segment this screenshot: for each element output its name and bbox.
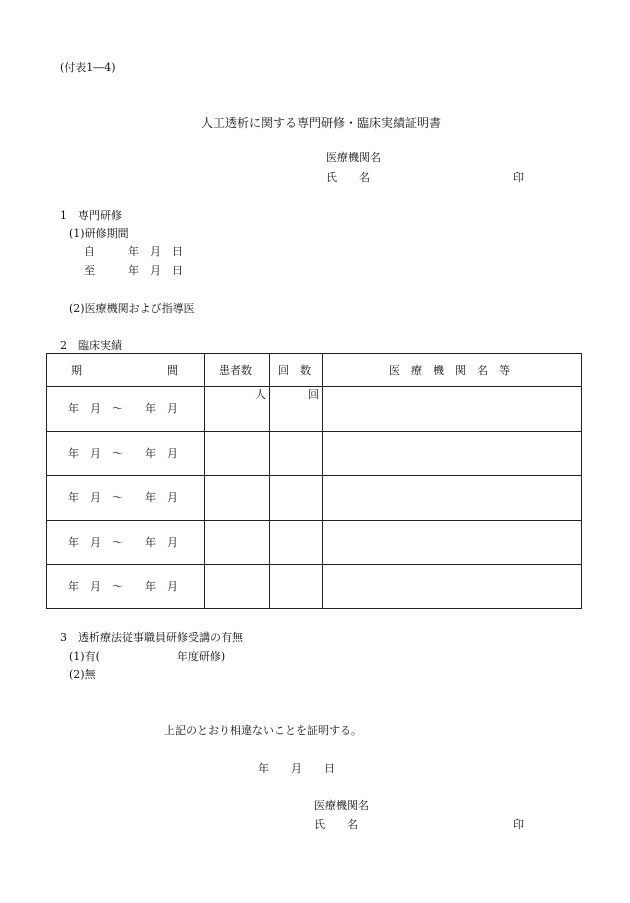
- table-row-period: 年 月 ～ 年 月: [68, 580, 178, 593]
- header-institution-label: 医療機関名: [326, 151, 381, 164]
- option-no: (2)無: [69, 668, 96, 681]
- footer-institution-label: 医療機関名: [314, 799, 369, 812]
- table-divider: [47, 520, 581, 521]
- section1-heading: 1 専門研修: [60, 209, 122, 222]
- date-line: 年 月 日: [258, 762, 335, 775]
- table-row-period: 年 月 ～ 年 月: [68, 402, 178, 415]
- header-institution: 医 療 機 関 名 等: [389, 364, 510, 377]
- table-row-period: 年 月 ～ 年 月: [68, 491, 178, 504]
- institution-supervisor-heading: (2)医療機関および指導医: [69, 302, 195, 315]
- footer-name-label: 氏 名: [314, 818, 358, 831]
- header-seal-label: 印: [513, 171, 524, 184]
- training-to-row: 至 年 月 日: [84, 264, 183, 277]
- table-row-period: 年 月 ～ 年 月: [68, 447, 178, 460]
- header-count: 回 数: [278, 364, 311, 377]
- table-divider: [47, 431, 581, 432]
- unit-count: 回: [308, 388, 319, 401]
- training-from-row: 自 年 月 日: [84, 245, 183, 258]
- certification-statement: 上記のとおり相違ないことを証明する。: [164, 724, 362, 737]
- section3-heading: 3 透析療法従事職員研修受講の有無: [60, 631, 243, 644]
- footer-seal-label: 印: [513, 818, 524, 831]
- unit-patients: 人: [255, 388, 266, 401]
- clinical-record-table: [46, 353, 582, 609]
- table-divider: [269, 354, 270, 608]
- training-period-heading: (1)研修期間: [69, 227, 129, 240]
- table-row-period: 年 月 ～ 年 月: [68, 536, 178, 549]
- header-name-label: 氏 名: [326, 171, 370, 184]
- header-period-a: 期: [71, 364, 82, 377]
- table-divider: [322, 354, 323, 608]
- table-divider: [47, 564, 581, 565]
- section2-heading: 2 臨床実績: [60, 339, 122, 352]
- document-title: 人工透析に関する専門研修・臨床実績証明書: [201, 116, 442, 130]
- table-divider: [47, 475, 581, 476]
- table-divider: [47, 386, 581, 387]
- table-divider: [204, 354, 205, 608]
- option-yes: (1)有( 年度研修): [69, 650, 226, 663]
- header-patients: 患者数: [219, 364, 252, 377]
- header-period-b: 間: [167, 364, 178, 377]
- annex-label: (付表1―4): [60, 61, 116, 74]
